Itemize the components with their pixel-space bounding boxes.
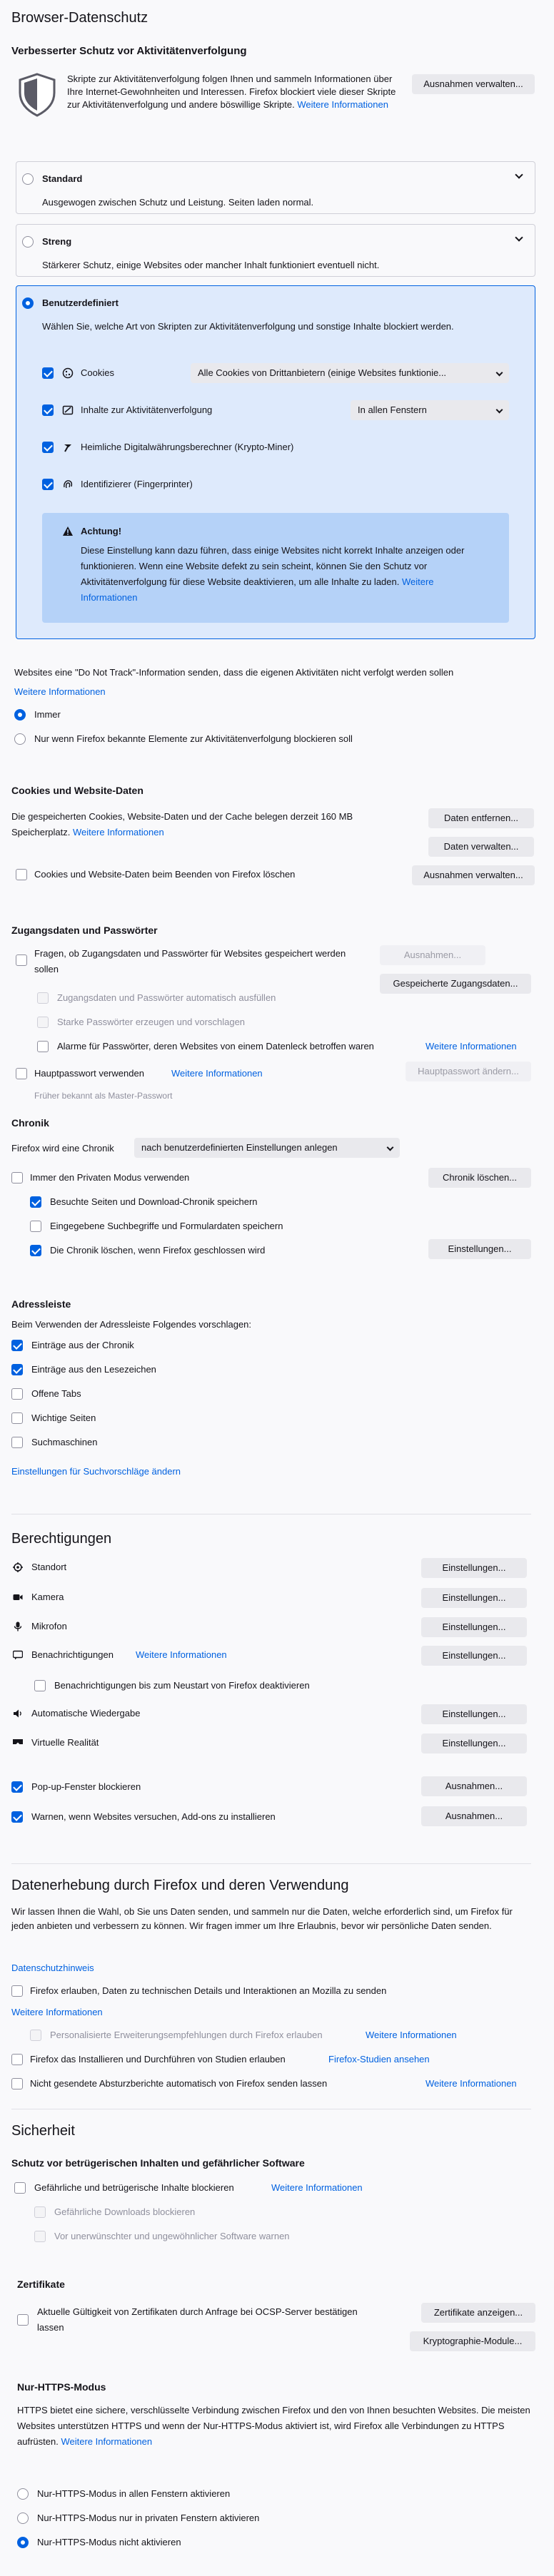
suggest-engines-checkbox[interactable] [11,1437,23,1448]
page-title: Browser-Datenschutz [11,10,148,26]
etp-warning-box [42,513,509,623]
microphone-icon [13,1622,23,1631]
block-dangerous-checkbox[interactable] [14,2182,26,2194]
autofill-label: Zugangsdaten und Passwörter automatisch ausfüllen [57,992,276,1003]
etp-strict-desc: Stärkerer Schutz, einige Websites oder mancher Inhalt funktioniert eventuell nicht. [42,260,380,270]
warn-addons-label: Warnen, wenn Websites versuchen, Add-ons zu installieren [31,1811,276,1822]
personalized-recs-link[interactable]: Weitere Informationen [366,2030,457,2040]
primary-password-label: Hauptpasswort verwenden [34,1068,144,1079]
strong-passwords-label: Starke Passwörter erzeugen und vorschlagen [57,1017,246,1027]
block-dangerous-label: Gefährliche und betrügerische Inhalte blockieren [34,2182,234,2193]
cryptominers-label: Heimliche Digitalwährungsberechner (Krypto-Miner) [81,442,294,452]
privacy-notice-link[interactable]: Datenschutzhinweis [11,1962,94,1973]
tracking-content-select[interactable]: In allen Fenstern [351,400,509,420]
cookies-heading: Cookies und Website-Daten [11,785,143,796]
suggest-tabs-checkbox[interactable] [11,1388,23,1400]
addressbar-desc: Beim Verwenden der Adressleiste Folgendes vorschlagen: [11,1319,252,1330]
etp-strict-title: Streng [42,236,72,247]
telemetry-learn-more-link[interactable]: Weitere Informationen [11,2007,103,2017]
tracking-content-icon [62,404,74,416]
security-devices-button[interactable]: Kryptographie-Module... [410,2331,535,2351]
view-certificates-button[interactable]: Zertifikate anzeigen... [421,2303,535,2323]
suggest-engines-label: Suchmaschinen [31,1437,98,1447]
certificates-heading: Zertifikate [17,2279,65,2290]
crash-reports-link[interactable]: Weitere Informationen [425,2078,517,2089]
delete-on-close-label: Cookies und Website-Daten beim Beenden von Firefox löschen [34,869,296,880]
remember-search-form-checkbox[interactable] [30,1221,41,1232]
notifications-icon [13,1650,23,1660]
search-suggestions-link[interactable]: Einstellungen für Suchvorschläge ändern [11,1466,181,1477]
chevron-down-icon[interactable] [515,233,523,241]
remember-browsing-checkbox[interactable] [30,1196,41,1208]
cookie-exceptions-button[interactable]: Ausnahmen verwalten... [412,865,535,885]
suggest-history-label: Einträge aus der Chronik [31,1340,134,1350]
personalized-recs-label: Personalisierte Erweiterungsempfehlungen durch Firefox erlauben [50,2030,323,2040]
permission-location-label: Standort [31,1562,67,1572]
https-all-windows-label: Nur-HTTPS-Modus in allen Fenstern aktivieren [37,2488,231,2499]
autofill-checkbox[interactable] [37,992,49,1004]
microphone-settings-button[interactable]: Einstellungen... [421,1617,527,1637]
crash-reports-label: Nicht gesendete Absturzberichte automatisch von Firefox senden lassen [30,2078,328,2089]
https-private-only-label: Nur-HTTPS-Modus nur in privaten Fenstern aktivieren [37,2513,260,2523]
deceptive-content-heading: Schutz vor betrügerischen Inhalten und gefährlicher Software [11,2157,305,2169]
etp-warning-text: Diese Einstellung kann dazu führen, dass einige Websites nicht korrekt Inhalte anzeigen oder funktionieren. Wenn eine Website defekt zu sein scheint, können Sie den Schutz vor Aktivitätenverfolgung für diese Website deaktivieren, um alle Inhalte zu laden. Weitere Informationen [81,545,465,603]
history-mode-select[interactable]: nach benutzerdefinierten Einstellungen anlegen [134,1138,400,1158]
primary-password-checkbox[interactable] [16,1068,27,1079]
etp-standard-title: Standard [42,173,83,184]
clear-history-button[interactable]: Chronik löschen... [428,1168,531,1188]
block-downloads-checkbox[interactable] [34,2206,46,2218]
etp-custom-title: Benutzerdefiniert [42,297,119,308]
breach-alerts-label: Alarme für Passwörter, deren Websites von einem Datenleck betroffen waren [57,1041,374,1052]
dnt-only-when-radio[interactable] [14,733,26,745]
https-only-heading: Nur-HTTPS-Modus [17,2381,106,2393]
warning-icon [62,526,74,537]
studies-label: Firefox das Installieren und Durchführen von Studien erlauben [30,2054,286,2065]
etp-custom-option[interactable] [16,285,535,639]
remember-search-form-label: Eingegebene Suchbegriffe und Formulardaten speichern [50,1221,283,1231]
saved-logins-button[interactable]: Gespeicherte Zugangsdaten... [380,974,531,994]
clear-on-close-label: Die Chronik löschen, wenn Firefox geschlossen wird [50,1245,266,1256]
warn-unwanted-label: Vor unerwünschter und ungewöhnlicher Software warnen [54,2231,290,2241]
etp-warning-title: Achtung! [81,526,122,536]
formerly-master-password-note: Früher bekannt als Master-Passwort [34,1091,173,1101]
suggest-bookmarks-checkbox[interactable] [11,1364,23,1375]
popups-exceptions-button[interactable]: Ausnahmen... [421,1776,527,1796]
fingerprinters-label: Identifizierer (Fingerprinter) [81,479,193,489]
clear-data-button[interactable]: Daten entfernen... [428,808,534,828]
ask-save-logins-checkbox[interactable] [16,954,27,966]
change-primary-password-button[interactable]: Hauptpasswort ändern... [406,1062,531,1081]
fingerprinters-checkbox[interactable] [42,479,54,490]
etp-custom-desc: Wählen Sie, welche Art von Skripten zur Aktivitätenverfolgung und sonstige Inhalte blockiert werden. [42,321,454,332]
dnt-always-label: Immer [34,709,61,720]
telemetry-checkbox[interactable] [11,1985,23,1997]
etp-description: Skripte zur Aktivitätenverfolgung folgen Ihnen und sammeln Informationen über Ihre Internet-Gewohnheiten und Interessen. Firefox blockiert viele dieser Skripte zur Aktivitätenverfolgung und andere böswillige Skripte. Weitere Informationen [67,73,396,110]
history-settings-button[interactable]: Einstellungen... [428,1239,531,1259]
tracking-content-label: Inhalte zur Aktivitätenverfolgung [81,404,213,415]
cookie-icon [62,367,74,379]
permission-autoplay-label: Automatische Wiedergabe [31,1708,141,1719]
permission-vr-label: Virtuelle Realität [31,1737,99,1748]
https-off-label: Nur-HTTPS-Modus nicht aktivieren [37,2537,181,2547]
private-mode-label: Immer den Privaten Modus verwenden [30,1172,190,1183]
etp-standard-desc: Ausgewogen zwischen Schutz und Leistung. Seiten laden normal. [42,197,314,208]
etp-standard-option[interactable] [16,161,535,214]
etp-warning-learn-more-link[interactable]: Weitere Informationen [81,576,434,603]
suggest-history-checkbox[interactable] [11,1340,23,1351]
https-off-radio[interactable] [17,2537,29,2548]
cookies-select[interactable]: Alle Cookies von Drittanbietern (einige Websites funktionie... [191,363,509,383]
dnt-text: Websites eine "Do Not Track"-Information senden, dass die eigenen Aktivitäten nicht verfolgt werden sollen [14,667,454,678]
studies-link[interactable]: Firefox-Studien ansehen [328,2054,430,2065]
vr-settings-button[interactable]: Einstellungen... [421,1734,527,1753]
permission-notifications-label: Benachrichtigungen [31,1649,114,1660]
https-only-learn-more-link[interactable]: Weitere Informationen [61,2436,153,2447]
warn-addons-checkbox[interactable] [11,1811,23,1823]
cookies-label: Cookies [81,367,114,378]
pause-notifications-label: Benachrichtigungen bis zum Neustart von Firefox deaktivieren [54,1680,310,1691]
manage-data-button[interactable]: Daten verwalten... [428,837,534,857]
cryptominer-icon [62,442,74,453]
crash-reports-checkbox[interactable] [11,2078,23,2089]
telemetry-label: Firefox erlauben, Daten zu technischen Details und Interaktionen an Mozilla zu senden [30,1985,387,1996]
data-collection-desc: Wir lassen Ihnen die Wahl, ob Sie uns Daten senden, und sammeln nur die Daten, welche erforderlich sind, um Firefox für jeden anbieten und verbessern zu können. Wir fragen immer um Ihre Erlaubnis, bevor wir persönliche Daten senden. [11,1906,513,1931]
camera-settings-button[interactable]: Einstellungen... [421,1588,527,1608]
block-popups-label: Pop-up-Fenster blockieren [31,1781,141,1792]
dnt-learn-more-link[interactable]: Weitere Informationen [14,686,106,697]
https-all-windows-radio[interactable] [17,2488,29,2500]
breach-alerts-checkbox[interactable] [37,1041,49,1052]
cryptominers-checkbox[interactable] [42,442,54,453]
etp-strict-radio[interactable] [22,236,34,248]
ask-save-logins-label: Fragen, ob Zugangsdaten und Passwörter für Websites gespeichert werden sollen [34,948,346,974]
suggest-bookmarks-label: Einträge aus den Lesezeichen [31,1364,156,1375]
strong-passwords-checkbox[interactable] [37,1017,49,1028]
camera-icon [13,1592,23,1602]
remember-browsing-label: Besuchte Seiten und Download-Chronik speichern [50,1196,258,1207]
permission-camera-label: Kamera [31,1592,64,1602]
addressbar-heading: Adressleiste [11,1298,71,1310]
suggest-topsites-checkbox[interactable] [11,1412,23,1424]
autoplay-settings-button[interactable]: Einstellungen... [421,1704,527,1724]
private-mode-checkbox[interactable] [11,1172,23,1183]
etp-strict-option[interactable] [16,224,535,277]
etp-exceptions-button[interactable]: Ausnahmen verwalten... [412,74,535,94]
etp-custom-radio[interactable] [22,297,34,309]
suggest-topsites-label: Wichtige Seiten [31,1412,96,1423]
etp-standard-radio[interactable] [22,173,34,185]
history-heading: Chronik [11,1117,49,1129]
data-collection-heading: Datenerhebung durch Firefox und deren Verwendung [11,1878,349,1893]
primary-password-link[interactable]: Weitere Informationen [171,1068,263,1079]
breach-alerts-link[interactable]: Weitere Informationen [425,1041,517,1052]
delete-on-close-checkbox[interactable] [16,869,27,880]
pause-notifications-checkbox[interactable] [34,1680,46,1691]
shield-icon [17,71,57,117]
section-divider [11,1863,531,1864]
block-dangerous-link[interactable]: Weitere Informationen [271,2182,363,2193]
notifications-settings-button[interactable]: Einstellungen... [421,1646,527,1666]
warn-unwanted-checkbox[interactable] [34,2231,46,2242]
ocsp-checkbox[interactable] [17,2314,29,2326]
dnt-always-radio[interactable] [14,709,26,721]
suggest-tabs-label: Offene Tabs [31,1388,81,1399]
location-settings-button[interactable]: Einstellungen... [421,1558,527,1578]
chevron-down-icon[interactable] [515,170,523,178]
cookies-learn-more-link[interactable]: Weitere Informationen [73,827,164,838]
location-icon [13,1562,23,1572]
security-heading: Sicherheit [11,2123,75,2139]
autoplay-icon [13,1709,23,1719]
https-private-only-radio[interactable] [17,2513,29,2524]
vr-headset-icon [12,1738,24,1746]
cookies-checkbox[interactable] [42,367,54,379]
https-only-desc: HTTPS bietet eine sichere, verschlüsselte Verbindung zwischen Firefox und den von Ihnen besuchten Websites. Die meisten Websites unterstützen HTTPS und wenn der Nur-HTTPS-Modus aktiviert ist, wird Firefox alle Verbindungen zu HTTPS aufrüsten. Weitere Informationen [17,2405,530,2447]
etp-learn-more-link[interactable]: Weitere Informationen [297,99,388,110]
etp-heading: Verbesserter Schutz vor Aktivitätenverfolgung [11,45,247,57]
clear-on-close-checkbox[interactable] [30,1245,41,1256]
block-downloads-label: Gefährliche Downloads blockieren [54,2206,196,2217]
block-popups-checkbox[interactable] [11,1781,23,1793]
addons-exceptions-button[interactable]: Ausnahmen... [421,1806,527,1826]
tracking-content-checkbox[interactable] [42,404,54,416]
cookies-desc: Die gespeicherten Cookies, Website-Daten und der Cache belegen derzeit 160 MB Speicherplatz. Weitere Informationen [11,811,353,838]
ocsp-label: Aktuelle Gültigkeit von Zertifikaten durch Anfrage bei OCSP-Server bestätigen lassen [37,2306,358,2333]
dnt-only-when-label: Nur wenn Firefox bekannte Elemente zur Aktivitätenverfolgung blockieren soll [34,733,353,744]
notifications-learn-more-link[interactable]: Weitere Informationen [136,1649,227,1660]
history-mode-label: Firefox wird eine Chronik [11,1143,114,1154]
login-exceptions-button[interactable]: Ausnahmen... [380,945,485,965]
studies-checkbox[interactable] [11,2054,23,2065]
fingerprint-icon [62,479,74,490]
permission-microphone-label: Mikrofon [31,1621,67,1631]
permissions-heading: Berechtigungen [11,1531,112,1547]
logins-heading: Zugangsdaten und Passwörter [11,925,158,936]
personalized-recs-checkbox[interactable] [30,2030,41,2041]
